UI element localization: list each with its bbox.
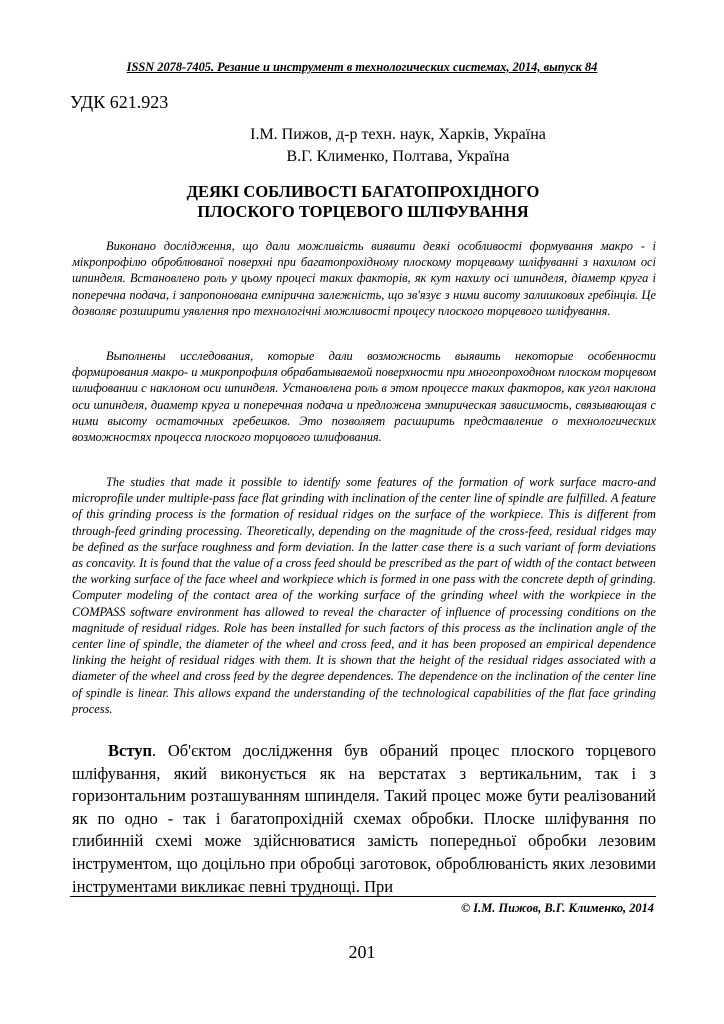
footer-divider — [70, 896, 656, 897]
introduction-text: . Об'єктом дослідження був обраний процес плоского торцевого шліфування, який виконується як на верстатах з вертикальним, так і з горизонтальним розташуванням шпинделя. Такий процес може бути реалізований як по одно - так і багатопрохідній схемах обробки. Плоске шліфування по глибинній схемі може здійснюватися замість попередньої обробки лезовим інструментом, що доцільно при обробці заготовок, оброблюваність яких лезовими інструментами викликає певні труднощі. При — [72, 741, 656, 896]
journal-header: ISSN 2078-7405. Резание и инструмент в технологических системах, 2014, выпуск 84 — [126, 60, 598, 74]
copyright-notice: © І.М. Пижов, В.Г. Клименко, 2014 — [460, 901, 654, 915]
abstract-ukrainian: Виконано дослідження, що дали можливість виявити деякі особливості формування макро - і мікропрофілю оброблюваної поверхні при багатопрохідному плоскому торцевому шліфуванні з нахилом осі шпинделя. Встановлено роль у цьому процесі таких факторів, як кут нахилу осі шпинделя, діаметр круга і поперечна подача, і запропонована емпірична залежність, що зв'язує з ними висоту залишкових гребінців. Це дозволяє розширити уявлення про технологічні можливості процесу плоского торцевого шліфування. — [72, 239, 656, 318]
author-line: В.Г. Клименко, Полтава, Україна — [286, 148, 510, 165]
introduction-heading: Вступ — [108, 741, 152, 760]
abstract-russian: Выполнены исследования, которые дали возможность выявить некоторые особенности формирования макро- и микропрофиля обрабатываемой поверхности при многопроходном плоском торцевом шлифовании с наклоном оси шпинделя. Установлена роль в этом процессе таких факторов, как угол наклона оси шпинделя, диаметр круга и поперечная подача и предложена эмпирическая зависимость, связывающая с ними высоту остаточных гребешков. Это позволяет расширить представление о технологических возможностях процесса плоского торцового шлифования. — [72, 349, 656, 445]
abstract-english: The studies that made it possible to identify some features of the formation of work surface macro-and microprofile under multiple-pass face flat grinding with inclination of the center line of spindle are fulfilled. A feature of this grinding process is the formation of residual ridges on the surface of the workpiece. This is different from through-feed grinding processing. Theoretically, depending on the magnitude of the cross-feed, residual ridges may be defined as the surface roughness and form deviation. In the latter case there is a such variant of form deviations as concavity. It is found that the value of a cross feed should be prescribed as the part of width of the contact between the working surface of the face wheel and workpiece which is formed in one pass with the concrete depth of grinding. Computer modeling of the contact area of the working surface of the grinding wheel with the workpiece in the COMPASS software environment has allowed to reveal the character of influence of processing conditions on the magnitude of residual ridges. Role has been installed for such factors of this process as the inclination angle of the center line of spindle, the diameter of the wheel and cross feed, and it has been proposed an empirical dependence linking the height of residual ridges with them. It is shown that the height of the residual ridges associated with a diameter of the wheel and cross feed by the degree dependences. The dependence on the inclination of the center line of spindle is linear. This allows expand the understanding of the technological capabilities of the flat face grinding process. — [72, 475, 656, 716]
introduction-paragraph — [72, 740, 656, 898]
paper-title — [70, 182, 656, 222]
author-block — [70, 124, 724, 168]
udk-code: УДК 621.923 — [70, 92, 169, 112]
author-line: І.М. Пижов, д-р техн. наук, Харків, Україна — [250, 126, 546, 143]
page-number: 201 — [348, 942, 376, 962]
title-line: ПЛОСКОГО ТОРЦЕВОГО ШЛІФУВАННЯ — [197, 202, 529, 221]
title-line: ДЕЯКІ СОБЛИВОСТІ БАГАТОПРОХІДНОГО — [186, 182, 540, 201]
